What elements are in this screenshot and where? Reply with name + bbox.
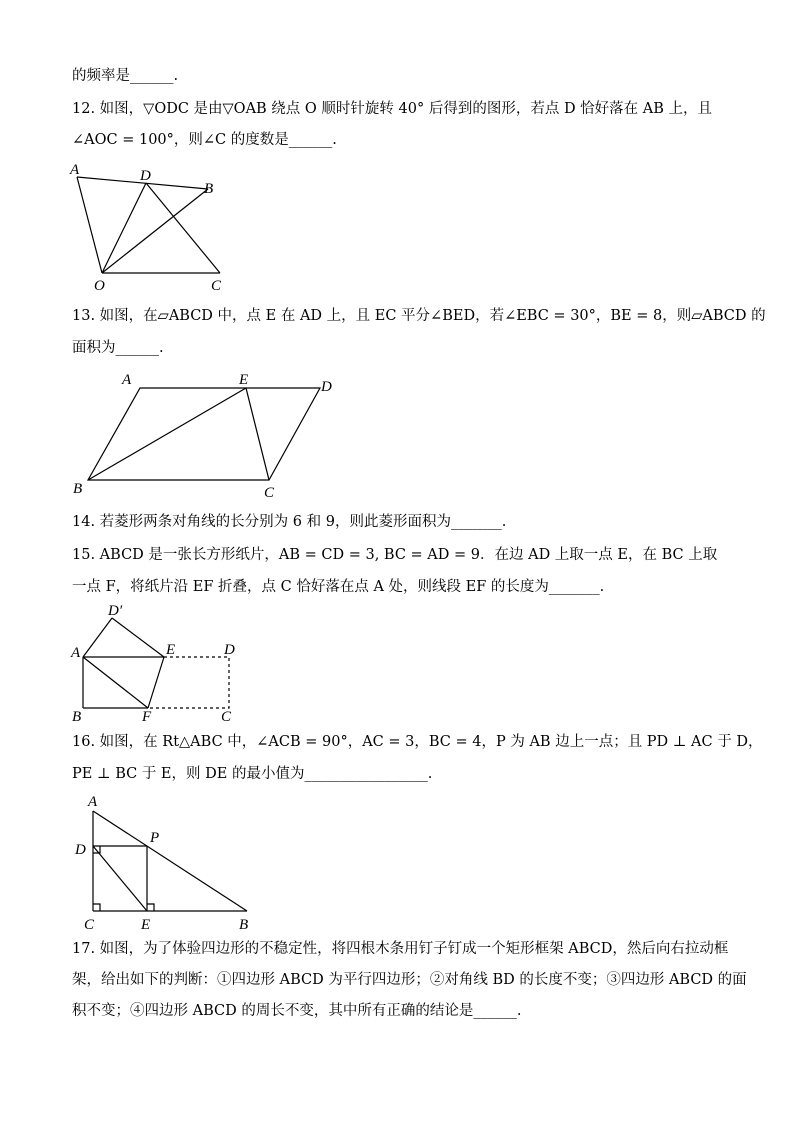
question-12-line-1: 12. 如图，▽ODC 是由▽OAB 绕点 O 顺时针旋转 40° 后得到的图形，若点 D 恰好落在 AB 上，且 <box>72 101 713 117</box>
label-F: F <box>142 709 152 725</box>
figure-15 <box>70 600 245 725</box>
question-15-line-1: 15. ABCD 是一张长方形纸片，AB = CD = 3, BC = AD = 9．在边 AD 上取一点 E，在 BC 上取 <box>72 547 718 563</box>
label-A: A <box>70 162 80 178</box>
question-14: 14. 若菱形两条对角线的长分别为 6 和 9，则此菱形面积为_______. <box>72 514 507 530</box>
figure-12 <box>66 160 236 295</box>
label-D: D <box>140 168 151 184</box>
label-B: B <box>72 709 82 725</box>
label-D: D <box>321 379 332 395</box>
label-E: E <box>141 917 151 933</box>
figure-13 <box>70 366 350 502</box>
label-P: P <box>150 830 160 846</box>
question-17-line-2: 架，给出如下的判断：①四边形 ABCD 为平行四边形；②对角线 BD 的长度不变；③四边形 ABCD 的面 <box>72 972 747 988</box>
question-16-line-1: 16. 如图，在 Rt△ABC 中，∠ACB = 90°，AC = 3，BC = 4，P 为 AB 边上一点；且 PD ⊥ AC 于 D， <box>72 734 763 750</box>
label-D: D <box>224 642 235 658</box>
label-B: B <box>73 481 83 497</box>
label-B: B <box>204 181 214 197</box>
label-O: O <box>94 278 105 294</box>
label-C: C <box>264 485 275 501</box>
question-16-line-2: PE ⊥ BC 于 E，则 DE 的最小值为_________________. <box>72 766 433 782</box>
label-C: C <box>221 709 232 725</box>
label-A: A <box>122 372 132 388</box>
label-E: E <box>239 372 249 388</box>
question-17-line-1: 17. 如图，为了体验四边形的不稳定性，将四根木条用钉子钉成一个矩形框架 ABCD，然后向右拉动框 <box>72 941 729 957</box>
question-15-line-2: 一点 F，将纸片沿 EF 折叠，点 C 恰好落在点 A 处，则线段 EF 的长度为_______. <box>72 579 605 595</box>
label-D-prime: D′ <box>108 603 123 619</box>
question-13-line-1: 13. 如图，在▱ABCD 中，点 E 在 AD 上，且 EC 平分∠BED，若∠EBC = 30°，BE = 8，则▱ABCD 的 <box>72 308 766 324</box>
label-D: D <box>75 842 86 858</box>
question-12-line-2: ∠AOC = 100°，则∠C 的度数是______. <box>72 132 337 148</box>
label-A: A <box>71 645 81 661</box>
figure-16 <box>70 790 260 935</box>
question-13-line-2: 面积为______. <box>72 340 164 356</box>
label-B: B <box>239 917 249 933</box>
label-A: A <box>88 794 98 810</box>
question-17-line-3: 积不变；④四边形 ABCD 的周长不变，其中所有正确的结论是______. <box>72 1003 522 1019</box>
label-C: C <box>211 278 222 294</box>
label-E: E <box>166 642 176 658</box>
text-line-l0: 的频率是______. <box>72 68 179 84</box>
label-C: C <box>84 917 95 933</box>
